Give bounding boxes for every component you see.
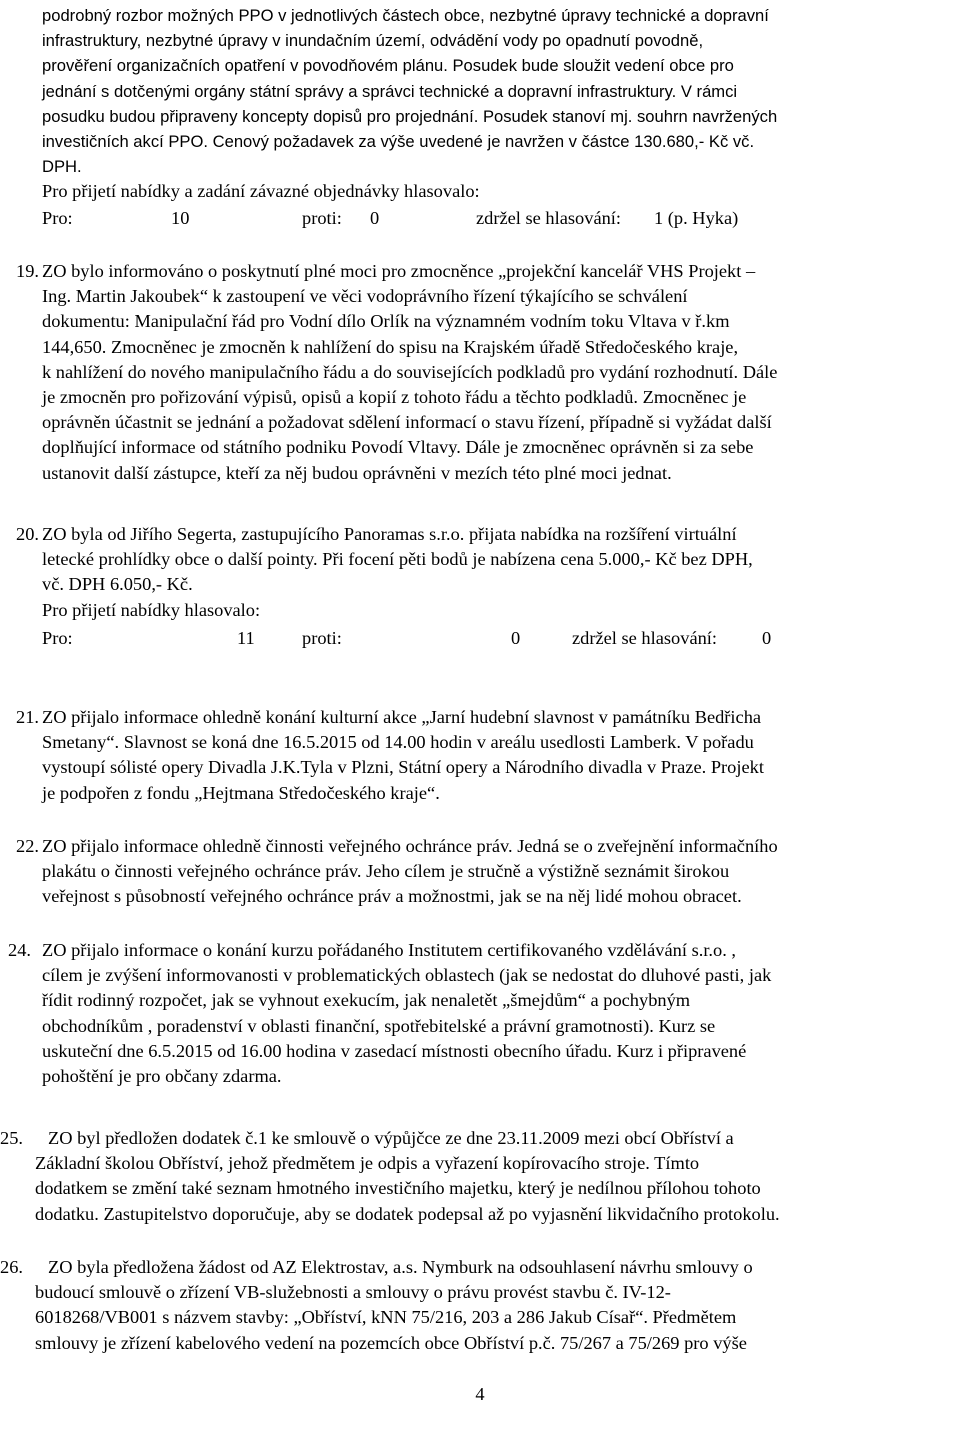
text-line: je podpořen z fondu „Hejtmana Středočeského kraje“. <box>42 782 440 803</box>
text-line: dokumentu: Manipulační řád pro Vodní dílo Orlík na významném vodním toku Vltava v ř.km <box>42 311 730 332</box>
text-line: Pro přijetí nabídky a zadání závazné objednávky hlasovalo: <box>42 181 480 202</box>
text-line: oprávněn účastnit se jednání a požadovat sdělení informací o stavu řízení, případně si vyžádat další <box>42 412 772 433</box>
text-line: řídit rodinný rozpočet, jak se vyhnout exekucím, jak nenaletět „šmejdům“ a pochybným <box>42 990 691 1011</box>
text-line: doplňující informace od státního podniku Povodí Vltavy. Dále je zmocněnec oprávněn si za sebe <box>42 437 754 458</box>
item-number: 22. <box>16 836 39 856</box>
item-number: 19. <box>16 261 39 281</box>
vote-pro-value: 11 <box>237 628 255 648</box>
text-line: cílem je zvýšení informovanosti v problematických oblastech (jak se nedostat do dluhové pasti, jak <box>42 965 772 986</box>
text-line: uskuteční dne 6.5.2015 od 16.00 hodina v zasedací místnosti obecního úřadu. Kurz i připravené <box>42 1040 747 1061</box>
text-line: ZO přijalo informace ohledně konání kulturní akce „Jarní hudební slavnost v památníku Bedřicha <box>42 707 762 727</box>
vote-proti-label: proti: <box>302 628 342 648</box>
text-line: posudku budou připraveny koncepty dopisů pro projednání. Posudek stanoví mj. souhrn navržených <box>42 106 778 126</box>
text-line: ZO byla od Jiřího Segerta, zastupujícího Panoramas s.r.o. přijata nabídka na rozšíření virtuální <box>42 524 737 544</box>
intro-paragraph <box>42 3 958 205</box>
vote-pro-value: 10 <box>171 208 190 228</box>
vote-proti-value: 0 <box>370 208 380 228</box>
text-line: ZO byl předložen dodatek č.1 ke smlouvě o výpůjčce ze dne 23.11.2009 mezi obcí Obříství a <box>48 1128 734 1148</box>
text-line: Základní školou Obříství, jehož předmětem je odpis a vyřazení kopírovacího stroje. Tímto <box>35 1153 700 1174</box>
text-line: Ing. Martin Jakoubek“ k zastoupení ve věci vodoprávního řízení týkajícího se schválení <box>42 286 688 307</box>
text-line: vystoupí sólisté opery Divadla J.K.Tyla v Plzni, Státní opery a Národního divadla v Praze. Projekt <box>42 757 764 778</box>
text-line: investičních akcí PPO. Cenový požadavek za výše uvedené je navržen v částce 130.680,- Kč vč. <box>42 131 755 151</box>
text-line: 144,650. Zmocněnec je zmocněn k nahlížení do spisu na Krajském úřadě Středočeského kraje, <box>42 336 739 357</box>
text-line: ustanovit další zástupce, kteří za něj budou oprávněni v mezích této plné moci jednat. <box>42 462 672 483</box>
text-line: vč. DPH 6.050,- Kč. <box>42 574 193 595</box>
vote-zdrzel-value: 1 (p. Hyka) <box>654 208 739 228</box>
text-line: ZO bylo informováno o poskytnutí plné moci pro zmocněnce „projekční kancelář VHS Projekt – <box>42 261 756 281</box>
vote-proti-label: proti: <box>302 208 342 228</box>
vote-result <box>42 206 942 231</box>
vote-proti-value: 0 <box>511 628 521 648</box>
text-line: smlouvy je zřízení kabelového vedení na pozemcích obce Obříství p.č. 75/267 a 75/269 pro výše <box>35 1332 747 1353</box>
vote-zdrzel-label: zdržel se hlasování: <box>572 628 718 648</box>
text-line: ZO přijalo informace ohledně činnosti veřejného ochránce práv. Jedná se o zveřejnění informačního <box>42 836 778 856</box>
item-number: 21. <box>16 707 39 727</box>
page-number: 4 <box>475 1384 485 1404</box>
text-line: jednání s dotčenými orgány státní správy a správci technické a dopravní infrastruktury. V rámci <box>42 81 738 101</box>
text-line: podrobný rozbor možných PPO v jednotlivých částech obce, nezbytné úpravy technické a dopravní <box>42 6 769 25</box>
item-number: 24. <box>8 940 31 960</box>
text-line: prověření organizačních opatření v povodňovém plánu. Posudek bude sloužit vedení obce pro <box>42 56 734 76</box>
text-line: letecké prohlídky obce o další pointy. Při focení pěti bodů je nabízena cena 5.000,- Kč bez DPH, <box>42 549 753 570</box>
vote-zdrzel-value: 0 <box>762 628 772 648</box>
text-line: ZO byla předložena žádost od AZ Elektrostav, a.s. Nymburk na odsouhlasení návrhu smlouvy o <box>48 1257 753 1277</box>
item-number: 26. <box>0 1257 23 1277</box>
text-line: infrastruktury, nezbytné úpravy v inundačním území, odvádění vody po opadnutí povodně, <box>42 31 704 51</box>
text-line: ZO přijalo informace o konání kurzu pořádaného Institutem certifikovaného vzdělávání s.r.o. , <box>42 940 737 960</box>
text-line: 6018268/VB001 s názvem stavby: „Obříství, kNN 75/216, 203 a 286 Jakub Císař“. Předmětem <box>35 1307 737 1328</box>
text-line: veřejnost s působností veřejného ochránce práv a možnostmi, jak se na něj lidé mohou obracet. <box>42 886 742 907</box>
vote-zdrzel-label: zdržel se hlasování: <box>476 208 622 228</box>
text-line: Pro přijetí nabídky hlasovalo: <box>42 599 261 620</box>
vote-pro-label: Pro: <box>42 628 73 648</box>
text-line: budoucí smlouvě o zřízení VB-služebnosti a smlouvy o právu provést stavbu č. IV-12- <box>35 1282 671 1303</box>
vote-result <box>42 626 942 651</box>
text-line: k nahlížení do nového manipulačního řádu a do souvisejících podkladů pro vydání rozhodnutí. Dále <box>42 361 778 382</box>
text-line: DPH. <box>42 157 82 177</box>
item-number: 25. <box>0 1128 23 1148</box>
text-line: dodatku. Zastupitelstvo doporučuje, aby se dodatek podepsal až po vyjasnění likvidačního protokolu. <box>35 1203 780 1224</box>
text-line: Smetany“. Slavnost se koná dne 16.5.2015 od 14.00 hodin v areálu usedlosti Lamberk. V pořadu <box>42 732 754 753</box>
text-line: obchodníkům , poradenství v oblasti finanční, spotřebitelské a právní gramotnosti). Kurz se <box>42 1015 716 1036</box>
text-line: je zmocněn pro pořizování výpisů, opisů a kopií z tohoto řádu a těchto podkladů. Zmocněnec je <box>42 386 747 407</box>
vote-pro-label: Pro: <box>42 208 73 228</box>
item-number: 20. <box>16 524 39 544</box>
text-line: plakátu o činnosti veřejného ochránce práv. Jeho cílem je stručně a výstižně seznámit širokou <box>42 861 730 882</box>
text-line: pohoštění je pro občany zdarma. <box>42 1065 282 1086</box>
text-line: dodatkem se změní také seznam hmotného investičního majetku, který je nedílnou přílohou tohoto <box>35 1178 761 1199</box>
